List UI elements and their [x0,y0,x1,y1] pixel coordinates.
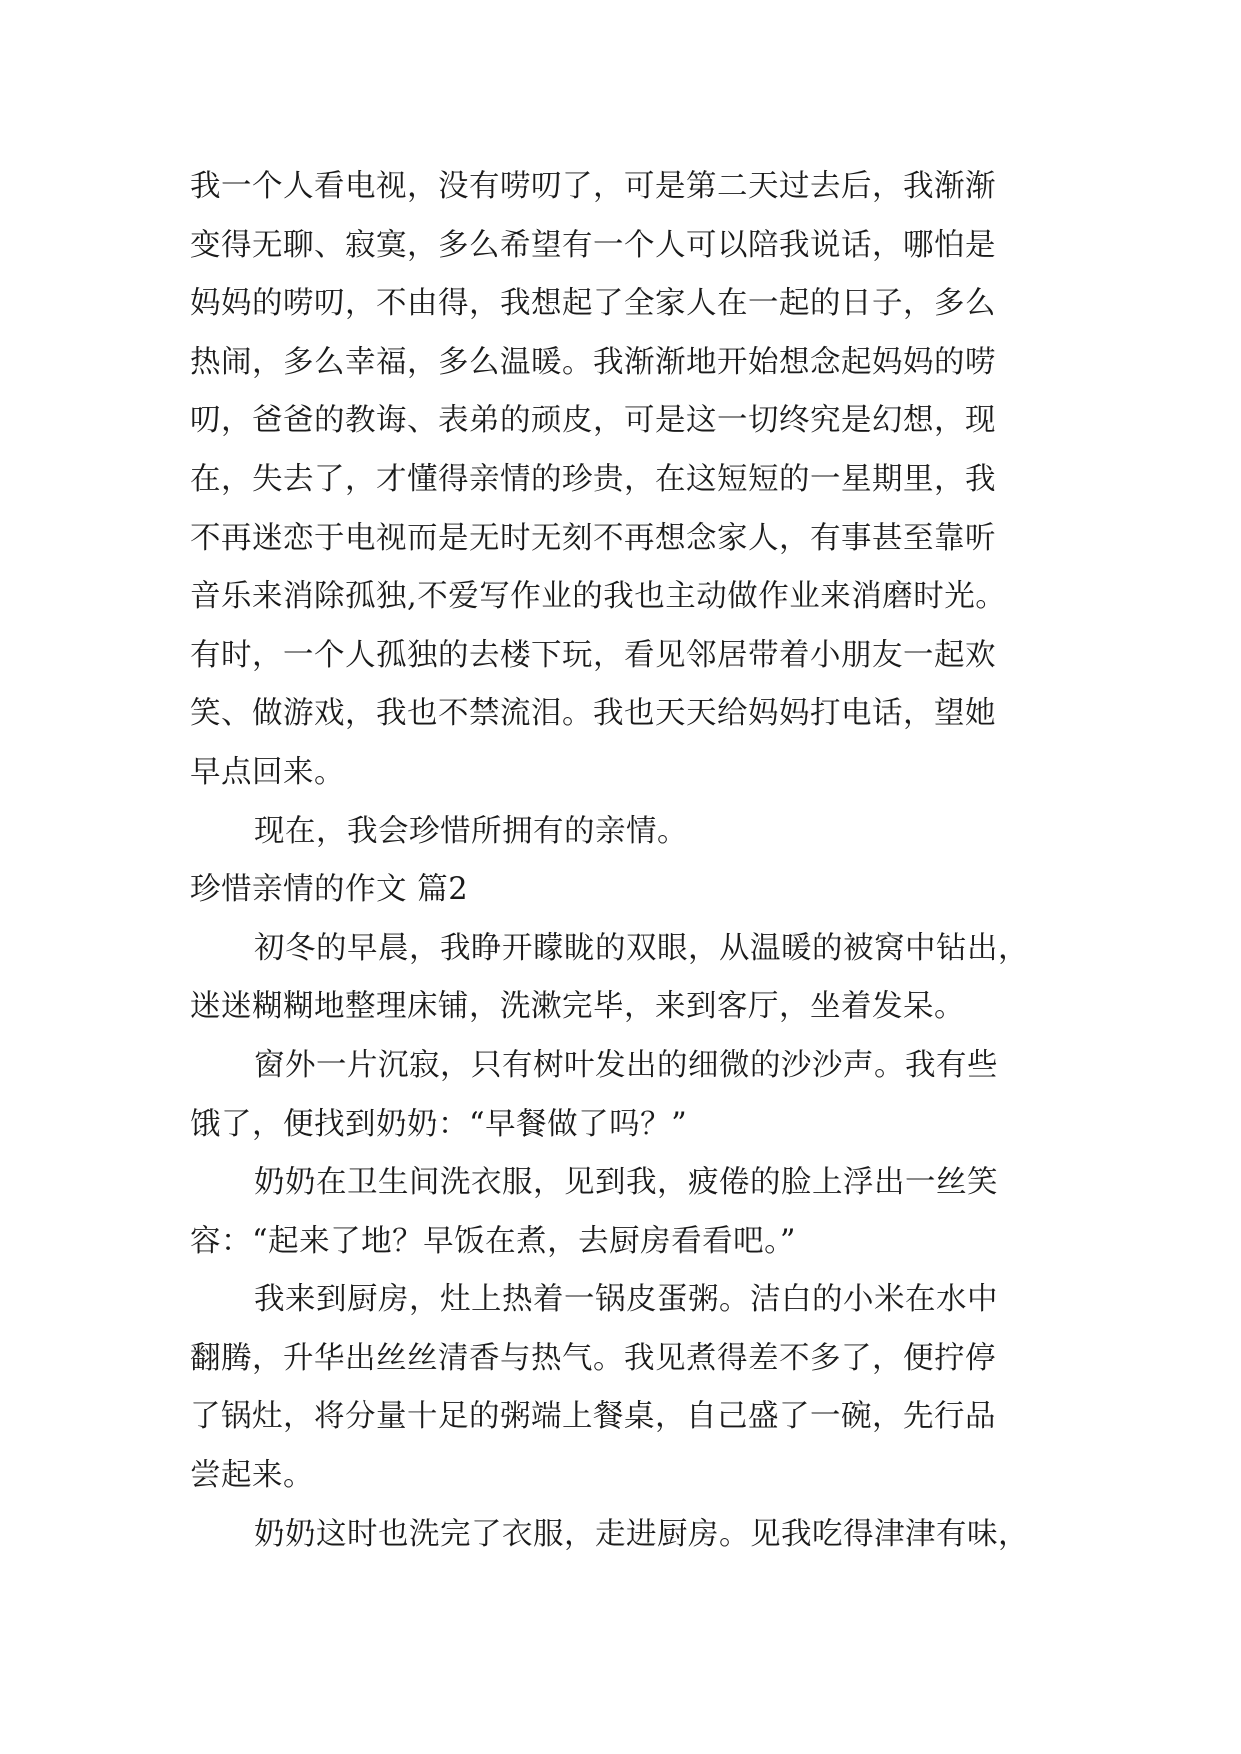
text-line: 音乐来消除孤独,不爱写作业的我也主动做作业来消磨时光。 [190,579,1007,615]
text-line: 饿了，便找到奶奶：“早餐做了吗？” [190,1106,688,1142]
text-line: 翻腾，升华出丝丝清香与热气。我见煮得差不多了，便拧停 [190,1340,996,1376]
text-line: 变得无聊、寂寞，多么希望有一个人可以陪我说话，哪怕是 [190,227,996,263]
paragraph-first-line: 窗外一片沉寂，只有树叶发出的细微的沙沙声。我有些 [254,1047,998,1083]
text-line: 早点回来。 [190,754,345,790]
paragraph-first-line: 奶奶在卫生间洗衣服，见到我，疲倦的脸上浮出一丝笑 [254,1165,998,1201]
paragraph-first-line: 我来到厨房，灶上热着一锅皮蛋粥。洁白的小米在水中 [254,1282,998,1318]
document-body [190,158,1050,1564]
paragraph-first-line: 初冬的早晨，我睁开矇眬的双眼，从温暖的被窝中钻出， [254,930,1029,966]
section-heading: 珍惜亲情的作文 篇2 [190,872,469,908]
text-line: 妈妈的唠叨，不由得，我想起了全家人在一起的日子，多么 [190,286,996,322]
text-line: 迷迷糊糊地整理床铺，洗漱完毕，来到客厅，坐着发呆。 [190,989,965,1025]
text-line: 叨，爸爸的教诲、表弟的顽皮，可是这一切终究是幻想，现 [190,403,996,439]
text-line: 容：“起来了地？早饭在煮，去厨房看看吧。” [190,1223,796,1259]
text-line: 笑、做游戏，我也不禁流泪。我也天天给妈妈打电话，望她 [190,696,996,732]
text-line: 在，失去了，才懂得亲情的珍贵，在这短短的一星期里，我 [190,461,996,497]
text-line: 尝起来。 [190,1458,314,1494]
text-line: 不再迷恋于电视而是无时无刻不再想念家人，有事甚至靠听 [190,520,996,556]
paragraph-first-line: 现在，我会珍惜所拥有的亲情。 [254,813,688,849]
text-line: 了锅灶，将分量十足的粥端上餐桌，自己盛了一碗，先行品 [190,1399,996,1435]
text-line: 我一个人看电视，没有唠叨了，可是第二天过去后，我渐渐 [190,169,996,204]
paragraph-first-line: 奶奶这时也洗完了衣服，走进厨房。见我吃得津津有味， [254,1516,1029,1552]
text-line: 热闹，多么幸福，多么温暖。我渐渐地开始想念起妈妈的唠 [190,344,996,380]
text-line: 有时，一个人孤独的去楼下玩，看见邻居带着小朋友一起欢 [190,637,996,673]
